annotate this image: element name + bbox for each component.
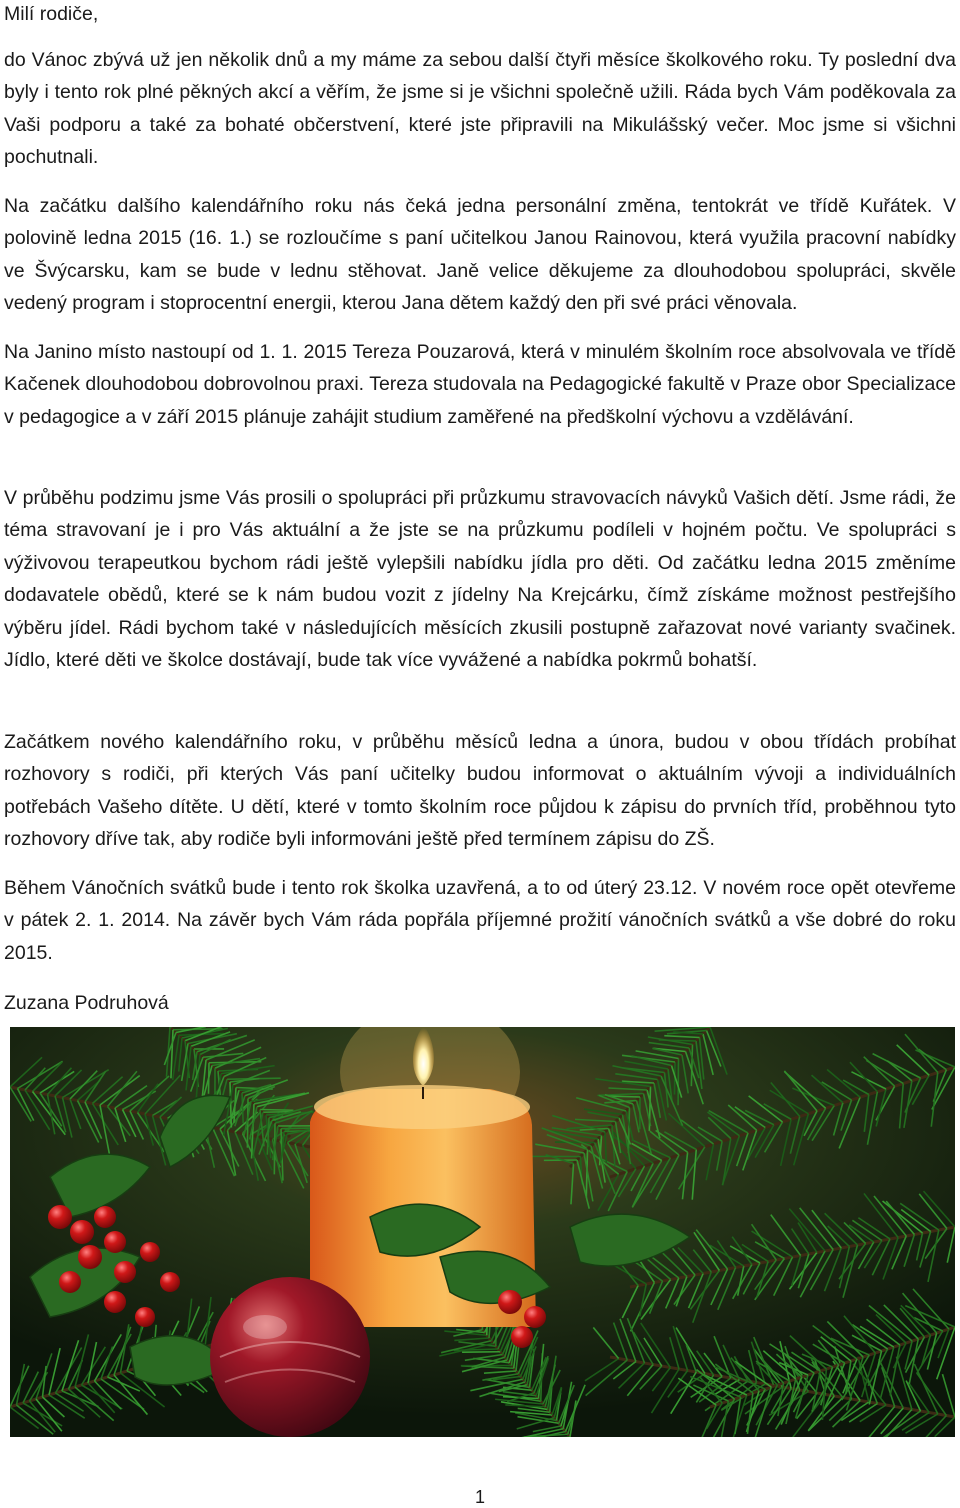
greeting: Milí rodiče, [4,3,99,25]
paragraph-new-teacher: Na Janino místo nastoupí od 1. 1. 2015 Tereza Pouzarová, která v minulém školním roce absolvovala ve třídě Kačenek dlouhodobou dobrovolnou praxi. Tereza studovala na Pedagogické fakultě v Praze obor Specializace v pedagogice a v září 2015 plánuje zahájit studium zaměřené na předškolní výchovu a vzdělávání. [4,341,956,428]
christmas-candle-photo [10,1027,955,1437]
paragraph-meals: V průběhu podzimu jsme Vás prosili o spolupráci při průzkumu stravovacích návyků Vašich dětí. Jsme rádi, že téma stravovaní je i pro Vás aktuální a že jste se na průzkumu podíleli v hojném počtu. Ve spolupráci s výživovou terapeutkou bychom rádi ještě vylepšili nabídku jídla pro děti. Od začátku ledna 2015 změníme dodavatele obědů, které se k nám budou vozit z jídelny Na Krejcárku, čímž získáme možnost pestřejšího výběru jídel. Rádi bychom také v následujících měsících zkusili postupně zařazovat nové varianty svačinek. Jídlo, které děti ve školce dostávají, bude tak více vyvážené a nabídka pokrmů bohatší. [4,487,956,672]
paragraph-intro: do Vánoc zbývá už jen několik dnů a my máme za sebou další čtyři měsíce školkového roku. Ty poslední dva byly i tento rok plné pěkných akcí a věřím, že jsme si je všichni společně užili. Ráda bych Vám poděkovala za Vaši podporu a také za bohaté občerstvení, které jste připravili na Mikulášský večer. Moc jsme si všichni pochutnali. [4,49,956,169]
paragraph-parent-meetings: Začátkem nového kalendářního roku, v průběhu měsíců ledna a února, budou v obou třídách probíhat rozhovory s rodiči, při kterých Vás paní učitelky budou informovat o aktuálním vývoji a individuálních potřebách Vašeho dítěte. U dětí, které v tomto školním roce půjdou k zápisu do prvních tříd, proběhnou tyto rozhovory dříve tak, aby rodiče byli informováni ještě před termínem zápisu do ZŠ. [4,731,956,851]
signature: Zuzana Podruhová [4,992,169,1014]
ornament-ball [210,1277,370,1437]
page-number: 1 [474,1487,485,1507]
paragraph-holidays: Během Vánočních svátků bude i tento rok školka uzavřená, a to od úterý 23.12. V novém roce opět otevřeme v pátek 2. 1. 2014. Na závěr bych Vám ráda popřála příjemné prožití vánočních svátků a vše dobré do roku 2015. [4,877,956,964]
paragraph-staff-change: Na začátku dalšího kalendářního roku nás čeká jedna personální změna, tentokrát ve třídě Kuřátek. V polovině ledna 2015 (16. 1.) se rozloučíme s paní učitelkou Janou Rainovou, která využila pracovní nabídky ve Švýcarsku, kam se bude v lednu stěhovat. Janě velice děkujeme za dlouhodobou spolupráci, skvěle vedený program i stoprocentní energii, kterou Jana dětem každý den při své práci věnovala. [4,195,956,315]
